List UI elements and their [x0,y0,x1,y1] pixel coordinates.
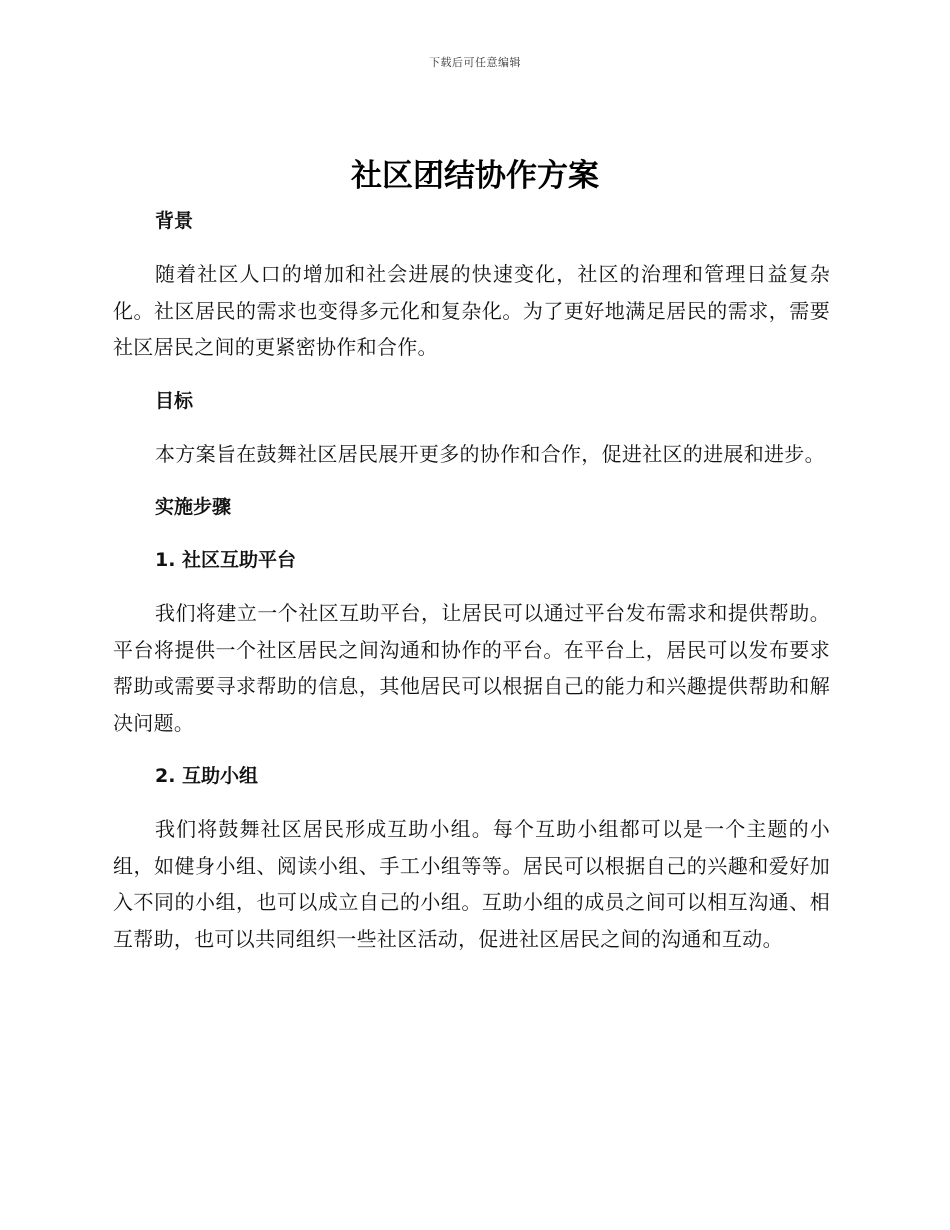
background-heading: 背景 [155,210,194,232]
header-note: 下载后可任意编辑 [429,56,521,69]
step2-paragraph: 我们将鼓舞社区居民形成互助小组。每个互助小组都可以是一个主题的小组，如健身小组、阅读小组、手工小组等等。居民可以根据自己的兴趣和爱好加入不同的小组，也可以成立自己的小组。互助小组的成员之间可以相互沟通、相互帮助，也可以共同组织一些社区活动，促进社区居民之间的沟通和互动。 [113,817,830,951]
goal-heading: 目标 [155,389,194,412]
goal-paragraph: 本方案旨在鼓舞社区居民展开更多的协作和合作，促进社区的进展和进步。 [155,441,825,466]
steps-heading: 实施步骤 [155,496,232,518]
background-paragraph: 随着社区人口的增加和社会进展的快速变化，社区的治理和管理日益复杂化。社区居民的需求也变得多元化和复杂化。为了更好地满足居民的需求，需要社区居民之间的更紧密协作和合作。 [113,262,830,359]
document-title: 社区团结协作方案 [351,158,599,194]
step1-heading: 1. 社区互助平台 [155,549,297,571]
step1-paragraph: 我们将建立一个社区互助平台，让居民可以通过平台发布需求和提供帮助。平台将提供一个社区居民之间沟通和协作的平台。在平台上，居民可以发布要求帮助或需要寻求帮助的信息，其他居民可以根据自己的能力和兴趣提供帮助和解决问题。 [113,601,830,735]
document-body [113,203,830,957]
step2-heading: 2. 互助小组 [155,765,259,787]
